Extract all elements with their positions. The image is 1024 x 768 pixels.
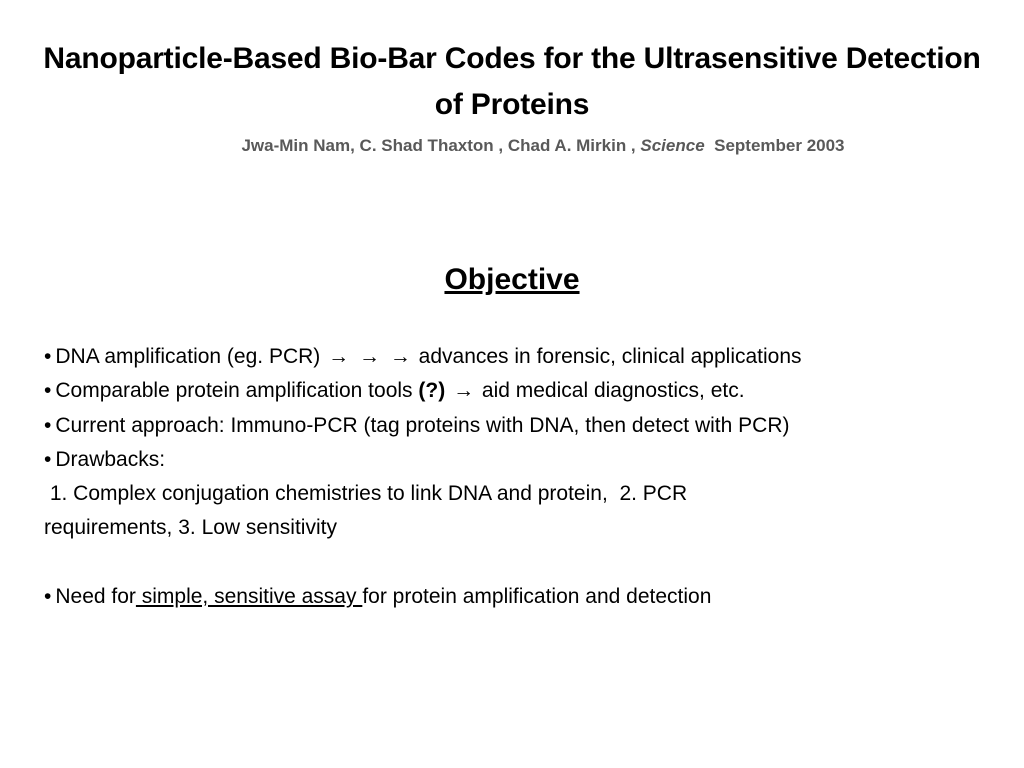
bullet-dot-icon: •: [44, 584, 52, 608]
question-mark: (?): [418, 379, 446, 403]
bullet-item-drawbacks: [44, 443, 1004, 477]
drawbacks-detail-line-2: requirements, 3. Low sensitivity: [44, 516, 337, 540]
bullet-list: [44, 340, 1004, 614]
section-heading: Objective: [444, 263, 580, 296]
bullet-text: for protein amplification and detection: [362, 584, 712, 608]
author-names: Jwa-Min Nam, C. Shad Thaxton , Chad A. Mirkin ,: [241, 136, 636, 155]
bullet-dot-icon: •: [44, 345, 52, 368]
drawbacks-detail-line-1: 1. Complex conjugation chemistries to link DNA and protein, 2. PCR: [44, 482, 688, 506]
underlined-emphasis: simple, sensitive assay: [135, 584, 363, 608]
bullet-text: aid medical diagnostics, etc.: [481, 379, 745, 403]
bullet-text: advances in forensic, clinical applications: [418, 345, 802, 368]
arrow-right-icon: →: [389, 345, 411, 368]
arrow-right-icon: →: [328, 345, 350, 368]
journal-name: Science: [640, 136, 705, 155]
spacer: [44, 546, 1004, 580]
bullet-text: Drawbacks:: [55, 447, 166, 471]
bullet-text: Current approach: Immuno-PCR (tag proteins with DNA, then detect with PCR): [55, 413, 790, 437]
authors-line: [0, 136, 1024, 156]
arrow-right-icon: →: [453, 379, 475, 403]
arrow-right-icon: →: [358, 345, 380, 368]
bullet-dot-icon: •: [44, 413, 52, 437]
bullet-text: Comparable protein amplification tools: [55, 379, 413, 403]
slide-title: Nanoparticle-Based Bio-Bar Codes for the Ultrasensitive Detection of Proteins: [43, 42, 981, 121]
bullet-dot-icon: •: [44, 447, 52, 471]
bullet-item-dna-amplification: [44, 340, 1004, 374]
bullet-text: Need for: [55, 584, 136, 608]
bullet-item-current-approach: [44, 409, 1004, 443]
bullet-dot-icon: •: [44, 379, 52, 403]
bullet-text: DNA amplification (eg. PCR): [55, 345, 321, 368]
publication-date: September 2003: [714, 136, 845, 155]
bullet-item-need: [44, 580, 1004, 614]
bullet-item-protein-tools: [44, 374, 1004, 408]
